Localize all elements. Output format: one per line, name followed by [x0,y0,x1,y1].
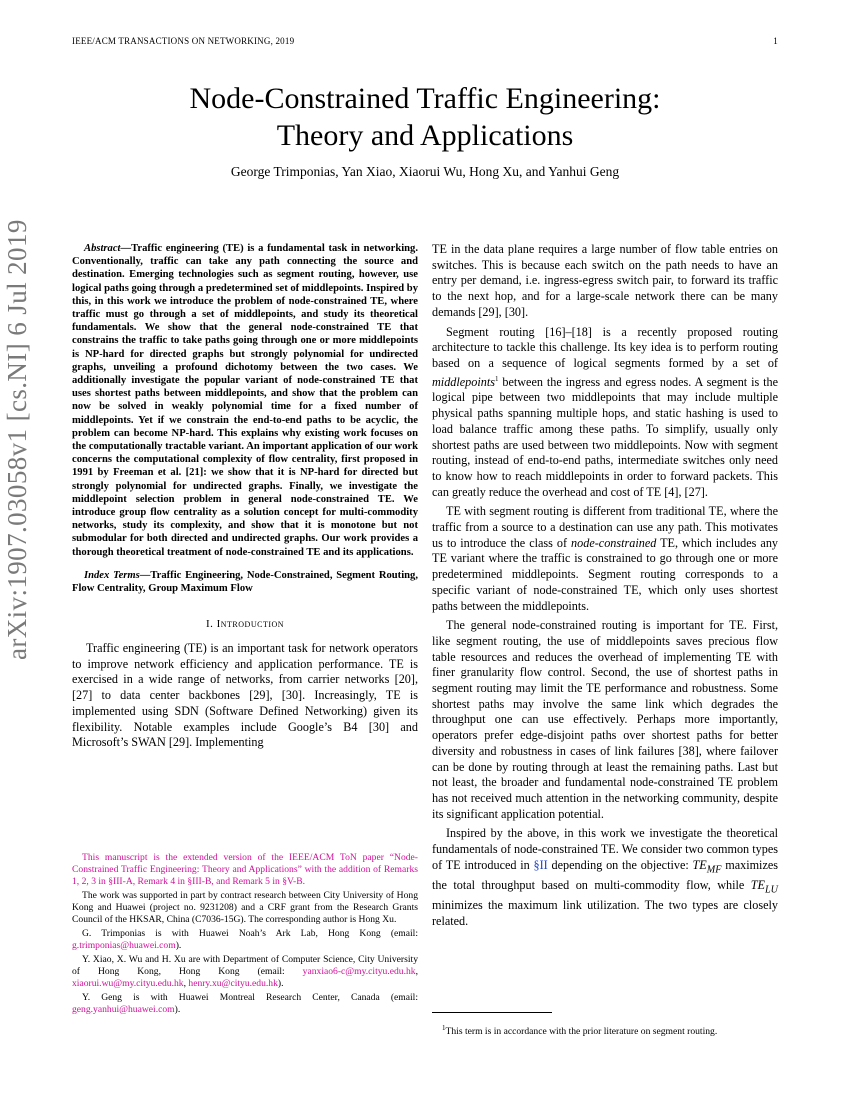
paper-title [100,80,750,154]
footnote-right [432,1022,778,1038]
footnote-extended-version: This manuscript is the extended version of the IEEE/ACM ToN paper “Node-Constrained Traffic Engineering: Theory and Applications” with the addition of Remarks 1, 2, 3 in §III-A, Remark 4 in §III-B, and Remark 5 in §V-B. [72,852,418,887]
abstract-text: —Traffic engineering (TE) is a fundamental task in networking. Conventionally, traffic can take any path connecting the source and destination. Emerging technologies such as segment routing, however, use logical paths going through a predetermined set of middlepoints. Inspired by this, in this work we introduce the problem of node-constrained TE, where traffic must go through a set of middlepoints, and study its theoretical fundamentals. We show that the general node-constrained TE that constrains the traffic to take paths going through one or more middlepoints is NP-hard for directed graphs but strongly polynomial for undirected graphs, unveiling a profound dichotomy between the two cases. We additionally investigate the popular variant of node-constrained TE that uses shortest paths between middlepoints, and show that the problem can now be solved in weakly polynomial time for a fixed number of middlepoints. Yet if we constrain the end-to-end paths to be acyclic, the problem can become NP-hard. This explains why existing work focuses on the computationally tractable variant. An important application of our work concerns the computational complexity of flow centrality, first proposed in 1991 by Freeman et al. [21]: we show that it is NP-hard for directed but strongly polynomial for undirected graphs. Finally, we investigate the middlepoint selection problem in general node-constrained TE. We introduce group flow centrality as a solution concept for multi-commodity networks, study its complexity, and show that it is monotone but not submodular for both directed and undirected graphs. Our work provides a thorough theoretical treatment of node-constrained TE and its applications. [72,243,418,558]
footnote-right-mark: 1 [442,1024,446,1032]
footnote-right-text: This term is in accordance with the prior literature on segment routing. [445,1026,718,1038]
author-list: George Trimponias, Yan Xiao, Xiaorui Wu, Hong Xu, and Yanhui Geng [230,164,620,179]
paragraph-node-constrained: TE with segment routing is different from traditional TE, where the traffic from a source to a destination can use any path. This motivates us to introduce the class of node-constrained TE, which includes any TE variant where the traffic is constrained to go through one or more predetermined middlepoints. Segment routing corresponds to a specific variant of node-constrained TE, which only uses shortest paths between the middlepoints. [432,504,779,613]
running-header: IEEE/ACM TRANSACTIONS ON NETWORKING, 2019 [72,36,295,46]
footnote-cityu: Y. Xiao, X. Wu and H. Xu are with Department of Computer Science, City University of Hong Kong, Hong Kong (email: yanxiao6-c@my.cityu.edu.hk, xiaorui.wu@my.cityu.edu.hk, henry.xu@cityu.edu.hk). [72,954,418,989]
email-link-wu[interactable]: xiaorui.wu@my.cityu.edu.hk [72,978,184,989]
paragraph-segment-routing: Segment routing [16]–[18] is a recently proposed routing architecture to tackle this challenge. Its key idea is to perform routing based on a sequence of logical segments formed by a set of middlepoints$^1$ between the ingress and egress nodes. A segment is the logical pipe between two middlepoints that may include multiple physical paths spanning multiple hops, and static hashing is used to load balance traffic among these paths. To simplify, usually only shortest paths are used between two middlepoints. Now with segment routing, instead of end-to-end paths, intermediate switches only need to know how to reach middlepoints in order to forward packets. This can greatly reduce the overhead and cost of TE [4], [27]. [432,324,778,499]
abstract [72,242,418,559]
footnote-marker[interactable]: 1 [494,374,499,383]
footnotes-left [72,852,418,1018]
paragraph-inspired: Inspired by the above, in this work we investigate the theoretical fundamentals of node-constrained TE. We consider two common types of TE introduced in §II depending on the objective: $TE_{MF}$ maximizes the total throughput based on multi-commodity flow, while $TE_{LU}$ minimizes the maximum link utilization. The two types are closely related. [432,826,779,928]
title-line-1: Node-Constrained Traffic Engineering: [189,82,661,115]
title-line-2: Theory and Applications [276,119,574,152]
email-link-trimponias[interactable]: g.trimponias@huawei.com [72,940,176,951]
section-ref-link[interactable]: §II [533,857,548,872]
index-terms-lead: Index Terms [84,569,140,581]
footnote-geng: Y. Geng is with Huawei Montreal Research Center, Canada (email: geng.yanhui@huawei.com). [72,992,418,1015]
section-numeral: I. [205,618,214,631]
index-terms-text: —Traffic Engineering, Node-Constrained, Segment Routing, Flow Centrality, Group Maximum Flow [72,569,418,595]
footnote-funding: The work was supported in part by contract research between City University of Hong Kong and Huawei (project no. 9231208) and a CRF grant from the Research Grants Council of the HKSAR, China (C7036-15G). The corresponding author is Hong Xu. [72,890,418,925]
index-terms [72,569,418,595]
paragraph-general-routing: The general node-constrained routing is important for TE. First, like segment routing, the use of middlepoints saves precious flow table resources and reduces the overhead of implementing TE with finer granularity flow control. Second, the use of shortest paths in segment routing may limit the TE performance and robustness. Some shortest paths may involve the same link which degrades the throughput one can use effectively. Perhaps more importantly, operators prefer edge-disjoint paths over shortest paths for better diversity and robustness in cases of link failures [38], where failover can be done by routing through at least the remaining paths. Last but not least, the broader and fundamental node-constrained TE problem has not received much attention in the networking community, despite its significant application potential. [432,618,778,821]
footnote-trimponias: G. Trimponias is with Huawei Noah’s Ark Lab, Hong Kong (email: g.trimponias@huawei.com). [72,928,418,951]
abstract-lead: Abstract [84,243,121,254]
page-number: 1 [773,36,778,46]
intro-paragraph: Traffic engineering (TE) is an important task for network operators to improve network efficiency and application performance. TE is exercised in a wide range of networks, from carrier networks [20], [27] to data center backbones [29], [30]. Increasingly, TE is implemented using SDN (Software Defined Networking) given its flexibility. Notable examples include Google’s B4 [30] and Microsoft’s SWAN [29]. Implementing [72,640,418,750]
right-column [432,242,778,933]
footnote-rule [432,1012,552,1013]
arxiv-stamp: arXiv:1907.03058v1 [cs.NI] 6 Jul 2019 [2,219,32,660]
email-link-xu[interactable]: henry.xu@cityu.edu.hk [188,978,278,989]
email-link-xiao[interactable]: yanxiao6-c@my.cityu.edu.hk [302,966,416,977]
email-link-geng[interactable]: geng.yanhui@huawei.com [72,1004,175,1015]
section-heading-introduction [72,617,418,633]
section-title: Introduction [216,618,285,631]
left-column [72,242,418,755]
paragraph-flow-table: TE in the data plane requires a large number of flow table entries on switches. This is because each switch on the path needs to have an entry per demand, i.e. ingress-egress switch pair, to forward its traffic to the next hop, and for a large-scale network there can be many demands [29], [30]. [432,242,778,319]
